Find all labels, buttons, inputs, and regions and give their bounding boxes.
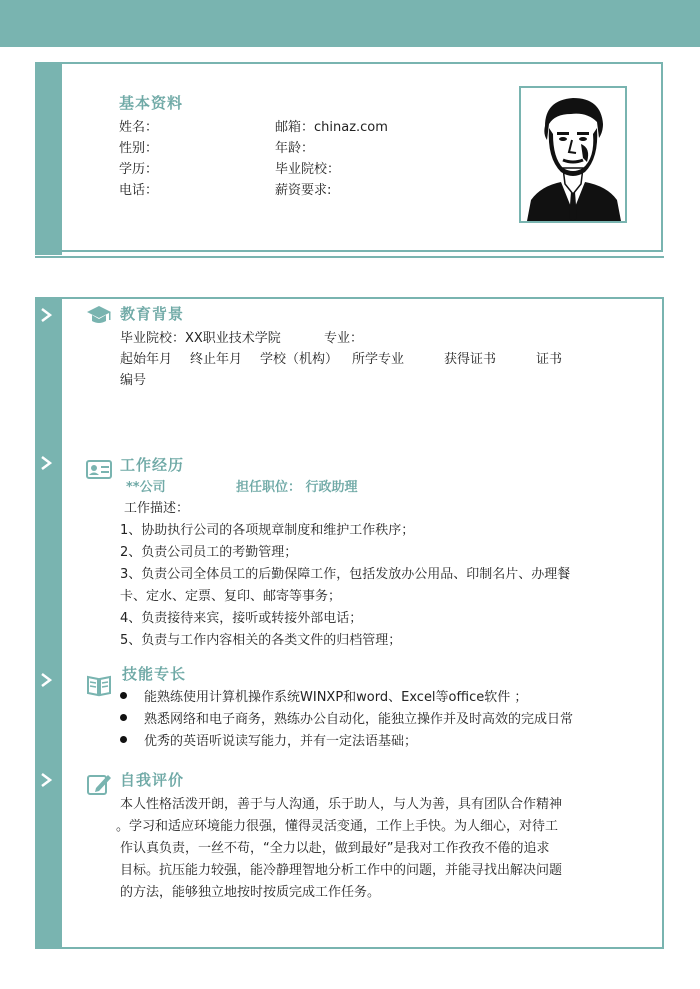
name-field: 姓名：	[119, 120, 159, 135]
skill-item: 优秀的英语听说读写能力，并有一定法语基础；	[144, 734, 418, 749]
work-item: 卡、定水、定票、复印、邮寄等事务；	[120, 589, 342, 604]
gender-field: 性别：	[119, 141, 159, 156]
age-field: 年龄：	[275, 141, 315, 156]
self-eval-line: 目标。抗压能力较强，能冷静理智地分析工作中的问题，并能寻找出解决问题	[120, 863, 563, 878]
education-school: 毕业院校：XX职业技术学院	[120, 331, 281, 346]
bullet-dot	[120, 736, 127, 743]
education-title: 教育背景	[120, 305, 185, 323]
education-header-cert-no-wrap: 编号	[120, 373, 147, 388]
education-header-school: 学校（机构）	[260, 352, 339, 367]
arrow-right-icon	[40, 672, 52, 688]
bullet-dot	[120, 692, 127, 699]
arrow-right-icon	[40, 307, 52, 323]
self-eval-line: 本人性格活泼开朗，善于与人沟通，乐于助人，与人为善，具有团队合作精神	[120, 797, 563, 812]
edit-pencil-icon	[86, 772, 112, 796]
top-banner	[0, 0, 700, 47]
work-item: 4、负责接待来宾，接听或转接外部电话；	[120, 611, 363, 626]
school-field: 毕业院校：	[275, 162, 341, 177]
self-eval-line: 。学习和适应环境能力很强，懂得灵活变通，工作上手快。为人细心，对待工	[116, 819, 559, 834]
basic-info-title: 基本资料	[119, 94, 184, 112]
skill-item: 熟悉网络和电子商务，熟练办公自动化，能独立操作并及时高效的完成日常	[144, 712, 574, 727]
phone-field: 电话：	[119, 183, 159, 198]
education-field: 学历：	[119, 162, 159, 177]
basic-info-underline	[35, 256, 664, 258]
education-header-major: 所学专业	[352, 352, 405, 367]
self-eval-title: 自我评价	[120, 771, 185, 789]
portrait-silhouette-icon	[521, 88, 625, 221]
work-item: 3、负责公司全体员工的后勤保障工作，包括发放办公用品、印制名片、办理餐	[120, 567, 571, 582]
self-eval-line: 作认真负责，一丝不苟，“全力以赴，做到最好”是我对工作孜孜不倦的追求	[120, 841, 550, 856]
education-header-cert: 获得证书	[444, 352, 497, 367]
email-field: 邮箱：chinaz.com	[275, 120, 388, 135]
salary-field: 薪资要求:	[275, 183, 332, 198]
work-position: 担任职位： 行政助理	[236, 480, 358, 495]
profile-photo	[519, 86, 627, 223]
bullet-dot	[120, 714, 127, 721]
work-item: 1、协助执行公司的各项规章制度和维护工作秩序；	[120, 523, 415, 538]
arrow-right-icon	[40, 455, 52, 471]
education-header-start: 起始年月	[120, 352, 173, 367]
work-item: 5、负责与工作内容相关的各类文件的归档管理；	[120, 633, 402, 648]
arrow-right-icon	[40, 772, 52, 788]
skills-title: 技能专长	[122, 665, 187, 683]
work-item: 2、负责公司员工的考勤管理；	[120, 545, 298, 560]
work-desc-label: 工作描述：	[124, 501, 190, 516]
skill-item: 能熟练使用计算机操作系统WINXP和word、Excel等office软件 ；	[144, 690, 528, 705]
work-title: 工作经历	[120, 456, 185, 474]
education-header-end: 终止年月	[190, 352, 243, 367]
self-eval-line: 的方法，能够独立地按时按质完成工作任务。	[120, 885, 381, 900]
graduation-cap-icon	[86, 303, 112, 327]
education-major: 专业：	[324, 331, 364, 346]
id-card-icon	[86, 457, 112, 481]
education-header-cert-no: 证书	[536, 352, 563, 367]
work-company: **公司	[126, 480, 166, 495]
book-icon	[86, 673, 112, 697]
